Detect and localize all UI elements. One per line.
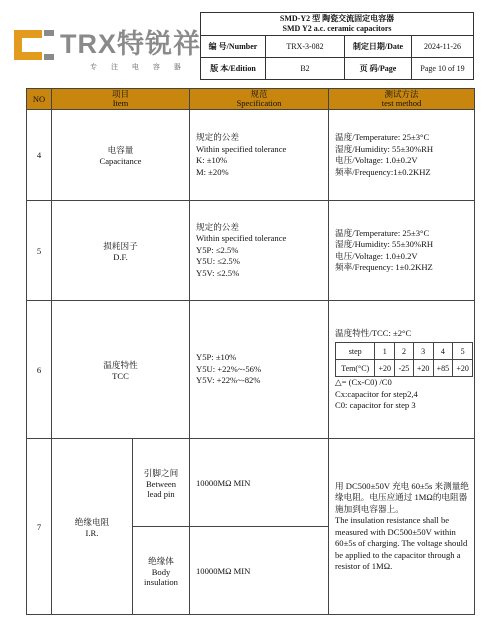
row-method <box>329 110 475 201</box>
row-item <box>52 439 133 615</box>
sub-item-cn: 绝缘体 <box>148 555 174 566</box>
tcc-cell: 2 <box>395 343 414 360</box>
tcc-step-row <box>336 343 473 360</box>
row-spec <box>190 301 329 439</box>
tcc-temp-row <box>336 360 473 377</box>
sub-item-body-insulation <box>133 527 190 615</box>
sub-item-lead-pin <box>133 439 190 527</box>
spec-line: 规定的公差 <box>196 132 239 142</box>
method-line: The insulation resistance shall be <box>335 515 450 525</box>
item-en: D.F. <box>113 251 128 262</box>
method-line: 电压/Voltage: 1.0±0.2V <box>335 250 418 261</box>
method-line: 湿度/Humidity: 55±30%RH <box>335 143 434 154</box>
tcc-note: Cx:capacitor for step2,4 <box>335 388 418 399</box>
sub-item-en: lead pin <box>147 488 175 499</box>
page-label: 页 码/Page <box>345 58 412 80</box>
number-value: TRX-3-082 <box>266 36 345 58</box>
col-item-cn: 项目 <box>111 89 129 99</box>
method-line: 温度/Temperature: 25±3°C <box>335 132 430 142</box>
item-cn: 绝缘电阻 <box>74 516 110 527</box>
spec-line: Y5V: ≤2.5% <box>196 267 240 278</box>
method-line: be applied to the capacitor through a <box>335 549 461 560</box>
date-label: 制定日期/Date <box>345 36 412 58</box>
tcc-cell: -25 <box>395 360 414 377</box>
item-cn: 损耗因子 <box>103 240 138 251</box>
title-en: SMD Y2 a.c. ceramic capacitors <box>282 24 392 33</box>
spec-line: Within specified tolerance <box>196 233 287 244</box>
tcc-cell: +20 <box>413 360 433 377</box>
tcc-cell: +20 <box>375 360 395 377</box>
col-no: NO <box>27 89 52 110</box>
tcc-step-table <box>335 342 473 377</box>
item-en: Capacitance <box>99 156 142 166</box>
method-line: 60±5s of charging. The voltage should <box>335 538 468 548</box>
col-spec-cn: 规范 <box>250 89 268 99</box>
spec-line: Y5U: +22%~-56% <box>196 363 262 374</box>
col-spec-en: Specification <box>236 98 282 108</box>
tcc-cell: step <box>336 343 375 360</box>
table-header-row <box>27 89 475 110</box>
col-method <box>329 89 475 110</box>
col-method-cn: 测试方法 <box>384 89 419 99</box>
method-line: 电压/Voltage: 1.0±0.2V <box>335 155 418 165</box>
tcc-note: △= (Cx-C0) /C0 <box>335 377 392 387</box>
row-no: 6 <box>27 301 52 439</box>
spec-line: 规定的公差 <box>196 221 239 232</box>
table-row <box>27 439 475 527</box>
tcc-title: 温度特性/TCC: ±2°C <box>335 327 412 338</box>
row-spec <box>190 201 329 301</box>
method-line: 施加到电容器上。 <box>335 503 404 514</box>
row-spec <box>190 110 329 201</box>
table-row <box>27 110 475 201</box>
col-item <box>52 89 190 110</box>
company-logo <box>14 24 214 70</box>
tcc-cell: +20 <box>453 360 473 377</box>
spec-line: Y5P: ≤2.5% <box>196 244 239 255</box>
method-line: 用 DC500±50V 充电 60±5s 来测量绝 <box>335 480 469 491</box>
row-spec: 10000MΩ MIN <box>190 439 329 527</box>
sub-item-en: Between <box>145 478 177 489</box>
method-line: measured with DC500±50V within <box>335 526 456 537</box>
row-method <box>329 301 475 439</box>
method-line: 频率/Frequency:1±0.2KHZ <box>335 166 431 177</box>
tcc-cell: +85 <box>433 360 453 377</box>
edition-label: 版 本/Edition <box>201 58 266 80</box>
col-item-en: Item <box>112 98 129 108</box>
tcc-cell: 4 <box>433 343 453 360</box>
spec-line: Y5U: ≤2.5% <box>196 256 240 267</box>
spec-line: M: ±20% <box>196 166 229 177</box>
tcc-cell: 3 <box>413 343 433 360</box>
row-method <box>329 439 475 615</box>
title-cn: SMD-Y2 型 陶瓷交流固定电容器 <box>279 14 395 23</box>
tcc-cell: Tem(°C) <box>336 360 375 377</box>
brand-tagline: 专 注 电 容 器 <box>90 64 187 71</box>
brand-name: TRX特锐祥 <box>60 29 201 59</box>
table-row <box>27 301 475 439</box>
row-spec: 10000MΩ MIN <box>190 527 329 615</box>
spec-table <box>26 88 475 615</box>
edition-value: B2 <box>266 58 345 80</box>
tcc-cell: 5 <box>453 343 473 360</box>
row-no: 5 <box>27 201 52 301</box>
method-line: resistor of 1MΩ. <box>335 561 393 571</box>
item-en: I.R. <box>85 527 99 538</box>
logo-mark-icon <box>14 30 54 60</box>
row-item <box>52 110 190 201</box>
date-value: 2024-11-26 <box>412 36 474 58</box>
method-line: 频率/Frequency: 1±0.2KHZ <box>335 262 433 272</box>
document-title <box>201 13 474 36</box>
tcc-note: C0: capacitor for step 3 <box>335 400 416 410</box>
item-cn: 电容量 <box>107 145 134 155</box>
spec-line: K: ±10% <box>196 155 228 165</box>
document-header-table <box>200 12 474 80</box>
spec-line: Within specified tolerance <box>196 143 287 154</box>
spec-line: Y5V: +22%~-82% <box>196 375 261 386</box>
sub-item-en: insulation <box>144 576 178 587</box>
row-method <box>329 201 475 301</box>
sub-item-cn: 引脚之间 <box>143 467 179 478</box>
method-line: 温度/Temperature: 25±3°C <box>335 227 430 238</box>
col-method-en: test method <box>381 98 422 108</box>
sub-item-en: Body <box>151 566 171 577</box>
number-label: 编 号/Number <box>201 36 266 58</box>
tcc-cell: 1 <box>375 343 395 360</box>
row-no: 7 <box>27 439 52 615</box>
row-item <box>52 301 190 439</box>
page-value: Page 10 of 19 <box>412 58 474 80</box>
table-row <box>27 201 475 301</box>
col-spec <box>190 89 329 110</box>
row-no: 4 <box>27 110 52 201</box>
method-line: 湿度/Humidity: 55±30%RH <box>335 239 434 249</box>
spec-line: Y5P: ±10% <box>196 352 237 363</box>
item-cn: 温度特性 <box>103 359 138 370</box>
item-en: TCC <box>112 370 129 381</box>
row-item <box>52 201 190 301</box>
method-line: 缘电阻。电压应通过 1MΩ的电阻器 <box>335 492 468 502</box>
